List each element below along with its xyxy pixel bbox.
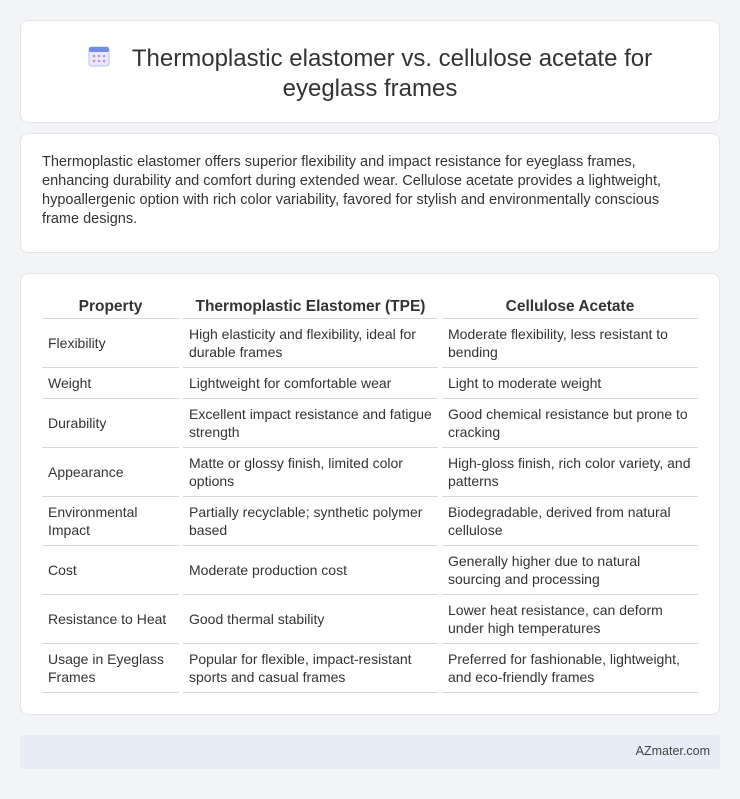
cell-property: Resistance to Heat: [42, 595, 179, 644]
table-row: [42, 368, 698, 399]
cell-acetate: Good chemical resistance but prone to cracking: [442, 399, 698, 448]
title-line-1: Thermoplastic elastomer vs. cellulose acetate for: [131, 45, 653, 72]
header-cellulose-acetate: Cellulose Acetate: [442, 295, 698, 319]
cell-tpe: Moderate production cost: [183, 546, 438, 595]
cell-acetate: Generally higher due to natural sourcing and processing: [442, 546, 698, 595]
cell-tpe: High elasticity and flexibility, ideal for durable frames: [183, 319, 438, 368]
table-row: [42, 448, 698, 497]
title-line-2: eyeglass frames: [282, 75, 458, 102]
header-property: Property: [42, 295, 179, 319]
cell-acetate: Lower heat resistance, can deform under high temperatures: [442, 595, 698, 644]
footer-site-link[interactable]: AZmater.com: [635, 744, 710, 758]
cell-acetate: Moderate flexibility, less resistant to bending: [442, 319, 698, 368]
table-row: [42, 644, 698, 693]
cell-acetate: Preferred for fashionable, lightweight, and eco-friendly frames: [442, 644, 698, 693]
table-row: [42, 319, 698, 368]
cell-tpe: Popular for flexible, impact-resistant sports and casual frames: [183, 644, 438, 693]
cell-property: Usage in Eyeglass Frames: [42, 644, 179, 693]
table-row: [42, 399, 698, 448]
cell-tpe: Excellent impact resistance and fatigue strength: [183, 399, 438, 448]
footer-bar: [20, 735, 720, 769]
cell-property: Cost: [42, 546, 179, 595]
table-row: [42, 546, 698, 595]
table-row: [42, 497, 698, 546]
cell-property: Appearance: [42, 448, 179, 497]
comparison-table: [38, 295, 702, 693]
summary-card: [20, 133, 720, 253]
cell-tpe: Lightweight for comfortable wear: [183, 368, 438, 399]
summary-text: Thermoplastic elastomer offers superior flexibility and impact resistance for eyeglass frames, enhancing durability and comfort during extended wear. Cellulose acetate provides a lightweight, hypoallergenic option with rich color variability, favored for stylish and environmentally conscious frame designs.: [42, 154, 662, 227]
cell-property: Flexibility: [42, 319, 179, 368]
table-header-row: [42, 295, 698, 319]
cell-property: Durability: [42, 399, 179, 448]
cell-property: Weight: [42, 368, 179, 399]
page-title: [21, 44, 719, 104]
cell-acetate: Biodegradable, derived from natural cellulose: [442, 497, 698, 546]
cell-acetate: High-gloss finish, rich color variety, and patterns: [442, 448, 698, 497]
comparison-table-card: [20, 273, 720, 715]
cell-acetate: Light to moderate weight: [442, 368, 698, 399]
header-tpe: Thermoplastic Elastomer (TPE): [183, 295, 438, 319]
cell-tpe: Matte or glossy finish, limited color options: [183, 448, 438, 497]
table-row: [42, 595, 698, 644]
cell-tpe: Good thermal stability: [183, 595, 438, 644]
title-card: [20, 20, 720, 123]
calendar-icon: [88, 45, 110, 67]
cell-property: Environmental Impact: [42, 497, 179, 546]
cell-tpe: Partially recyclable; synthetic polymer based: [183, 497, 438, 546]
